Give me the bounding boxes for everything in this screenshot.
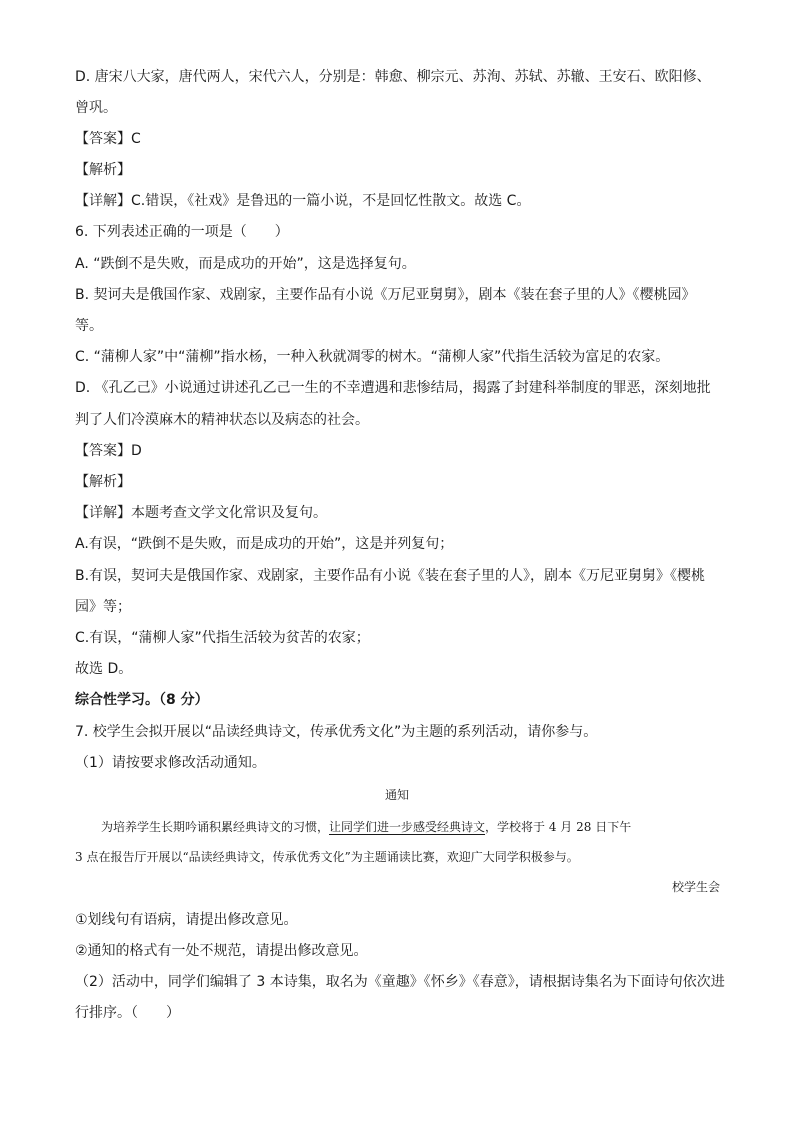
question-7-part-1: （1）请按要求修改活动通知。 bbox=[75, 755, 266, 771]
question-6-option-b-line-1: B. 契诃夫是俄国作家、戏剧家，主要作品有小说《万尼亚舅舅》，剧本《装在套子里的人》《樱桃园》 bbox=[75, 287, 696, 303]
notice-body-pre: 为培养学生长期吟诵积累经典诗文的习惯， bbox=[101, 820, 330, 834]
question-7-stem: 7. 校学生会拟开展以“品读经典诗文，传承优秀文化”为主题的系列活动，请你参与。 bbox=[75, 724, 598, 740]
notice-body-line-2: 3 点在报告厅开展以“品读经典诗文，传承优秀文化”为主题诵读比赛，欢迎广大同学积极参与。 bbox=[75, 850, 579, 864]
option-d-line-2: 曾巩。 bbox=[75, 100, 117, 116]
question-6-option-c: C. “蒲柳人家”中“蒲柳”指水杨，一种入秋就凋零的树木。“蒲柳人家”代指生活较为富足的农家。 bbox=[75, 349, 670, 365]
answer-label-6: 【答案】D bbox=[75, 443, 142, 459]
notice-title: 通知 bbox=[384, 788, 409, 802]
explanation-c: C.有误，“蒲柳人家”代指生活较为贫苦的农家； bbox=[75, 630, 370, 646]
section-heading: 综合性学习。（8 分） bbox=[75, 692, 209, 708]
question-7-sub-1: ①划线句有语病，请提出修改意见。 bbox=[75, 912, 298, 928]
question-7-part-2-line-2: 行排序。（ ） bbox=[75, 1005, 180, 1021]
question-6-option-b-line-2: 等。 bbox=[75, 318, 103, 334]
choice-conclusion: 故选 D。 bbox=[75, 661, 133, 677]
question-6-stem: 6. 下列表述正确的一项是（ ） bbox=[75, 224, 289, 240]
notice-signature: 校学生会 bbox=[671, 880, 720, 894]
question-7-sub-2: ②通知的格式有一处不规范，请提出修改意见。 bbox=[75, 943, 368, 959]
question-6-option-a: A. “跌倒不是失败，而是成功的开始”，这是选择复句。 bbox=[75, 256, 416, 272]
detail-explanation-5: 【详解】C.错误，《社戏》是鲁迅的一篇小说，不是回忆性散文。故选 C。 bbox=[75, 193, 531, 209]
option-d-line-1: D. 唐宋八大家，唐代两人，宋代六人，分别是：韩愈、柳宗元、苏洵、苏轼、苏辙、王安石、欧阳修、 bbox=[75, 69, 711, 85]
question-6-option-d-line-1: D. 《孔乙己》小说通过讲述孔乙己一生的不幸遭遇和悲惨结局，揭露了封建科举制度的罪恶，深刻地批 bbox=[75, 380, 711, 396]
explanation-b-line-2: 园》等； bbox=[75, 599, 131, 615]
answer-label-5: 【答案】C bbox=[75, 131, 141, 147]
notice-body-line-1 bbox=[101, 818, 751, 836]
analysis-label-5: 【解析】 bbox=[75, 162, 131, 178]
analysis-label-6: 【解析】 bbox=[75, 474, 131, 490]
notice-underlined-sentence: 让同学们进一步感受经典诗文 bbox=[329, 820, 486, 834]
explanation-a: A.有误，“跌倒不是失败，而是成功的开始”，这是并列复句； bbox=[75, 536, 454, 552]
question-7-part-2-line-1: （2）活动中，同学们编辑了 3 本诗集，取名为《童趣》《怀乡》《春意》，请根据诗集名为下面诗句依次进 bbox=[75, 974, 725, 990]
notice-body-post: ，学校将于 4 月 28 日下午 bbox=[485, 820, 632, 834]
explanation-b-line-1: B.有误，契诃夫是俄国作家、戏剧家，主要作品有小说《装在套子里的人》，剧本《万尼亚舅舅》《樱桃 bbox=[75, 568, 706, 584]
detail-explanation-6: 【详解】本题考查文学文化常识及复句。 bbox=[75, 505, 327, 521]
question-6-option-d-line-2: 判了人们冷漠麻木的精神状态以及病态的社会。 bbox=[75, 412, 369, 428]
